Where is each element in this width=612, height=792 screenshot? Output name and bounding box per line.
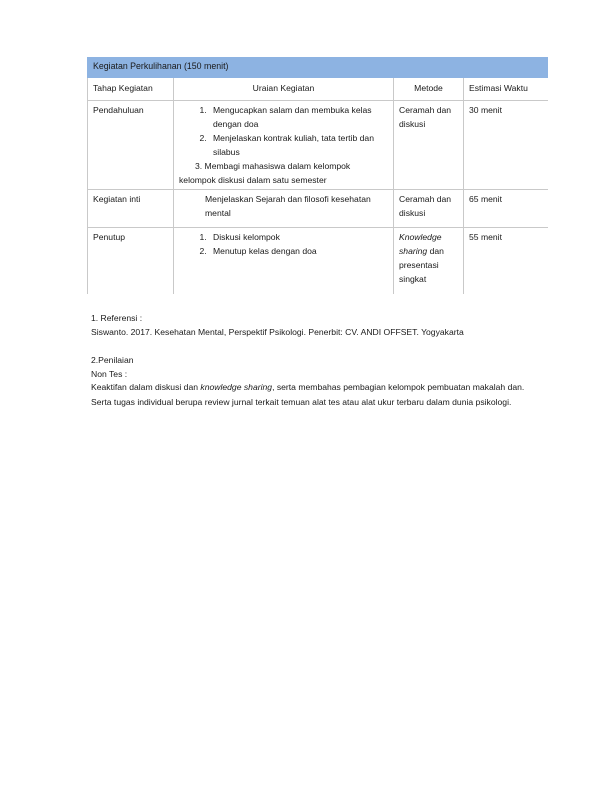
uraian-text: Menjelaskan Sejarah dan filosofi kesehatan mental bbox=[205, 194, 371, 218]
penilaian-subheading: Non Tes : bbox=[91, 369, 128, 379]
header-uraian: Uraian Kegiatan bbox=[174, 78, 394, 101]
waktu-cell: 65 menit bbox=[464, 190, 548, 228]
tahap-cell: Penutup bbox=[88, 228, 174, 294]
waktu-cell: 55 menit bbox=[464, 228, 548, 294]
list-item: 2. Menutup kelas dengan doa bbox=[209, 244, 388, 258]
table-header-row bbox=[88, 78, 548, 101]
header-tahap: Tahap Kegiatan bbox=[88, 78, 174, 101]
table-row bbox=[88, 228, 548, 294]
header-metode: Metode bbox=[394, 78, 464, 101]
table-title-row bbox=[88, 58, 548, 78]
waktu-cell: 30 menit bbox=[464, 101, 548, 190]
list-item: 2. Menjelaskan kontrak kuliah, tata tertib dan silabus bbox=[209, 131, 388, 159]
metode-rest: dan presentasi singkat bbox=[399, 246, 444, 284]
uraian-cell bbox=[174, 190, 394, 228]
table-row bbox=[88, 101, 548, 190]
uraian-item-3-continued: kelompok diskusi dalam satu semester bbox=[179, 175, 327, 185]
list-item: 1. Diskusi kelompok bbox=[209, 230, 388, 244]
penilaian-text-1: Keaktifan dalam diskusi dan bbox=[91, 382, 201, 392]
metode-italic: Knowledge sharing bbox=[399, 232, 442, 256]
referensi-heading: 1. Referensi : bbox=[91, 313, 143, 323]
tahap-cell: Kegiatan inti bbox=[88, 190, 174, 228]
penilaian-text-italic: knowledge sharing bbox=[200, 382, 273, 392]
referensi-text: Siswanto. 2017. Kesehatan Mental, Perspektif Psikologi. Penerbit: CV. ANDI OFFSET. Yogyakarta bbox=[91, 327, 464, 337]
uraian-list bbox=[179, 103, 388, 159]
table-row bbox=[88, 190, 548, 228]
tahap-cell: Pendahuluan bbox=[88, 101, 174, 190]
kegiatan-table bbox=[87, 57, 548, 294]
penilaian-heading: 2.Penilaian bbox=[91, 355, 134, 365]
metode-cell: Ceramah dan diskusi bbox=[394, 190, 464, 228]
list-item: 1. Mengucapkan salam dan membuka kelas dengan doa bbox=[209, 103, 388, 131]
penilaian-text bbox=[91, 380, 531, 409]
uraian-list bbox=[179, 230, 388, 258]
penilaian-text-2: , serta membahas pembagian kelompok pembuatan makalah dan. Serta tugas individual berupa review jurnal terkait temuan alat tes atau alat ukur terbaru dalam dunia psikologi. bbox=[91, 382, 525, 407]
table-title: Kegiatan Perkulihanan (150 menit) bbox=[88, 58, 548, 78]
uraian-cell bbox=[174, 101, 394, 190]
uraian-item-3: 3. Membagi mahasiswa dalam kelompok bbox=[195, 161, 351, 171]
metode-cell: Ceramah dan diskusi bbox=[394, 101, 464, 190]
metode-cell bbox=[394, 228, 464, 294]
header-waktu: Estimasi Waktu bbox=[464, 78, 548, 101]
uraian-cell bbox=[174, 228, 394, 294]
